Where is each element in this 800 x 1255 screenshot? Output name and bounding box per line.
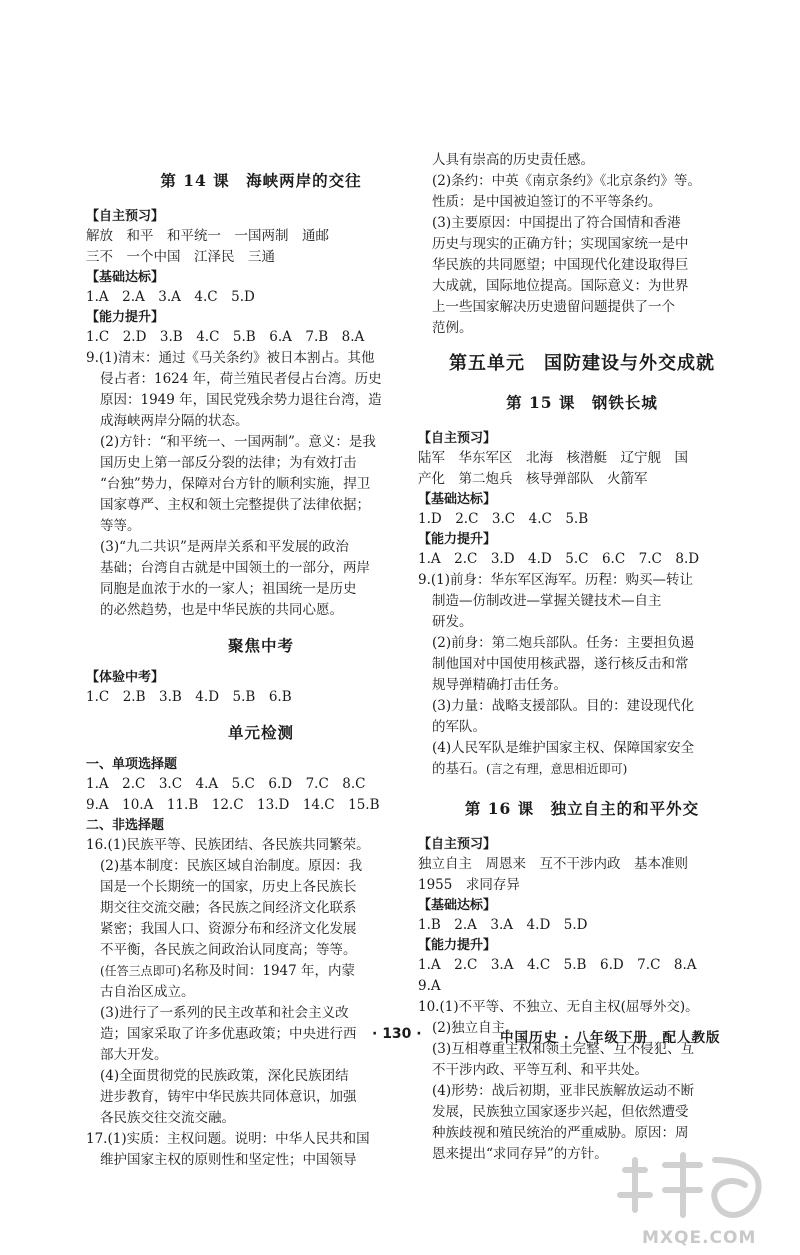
l14-q9-line: 成海峡两岸分隔的状态。 <box>100 413 249 429</box>
continued-line: 历史与现实的正确方针；实现国家统一是中 <box>432 236 689 252</box>
q16-line: 16.(1)民族平等、民族团结、各民族共同繁荣。 <box>86 837 370 853</box>
q16-line: 期交往交流交融；各民族之间经济文化联系 <box>100 900 357 916</box>
l15-basic-answers: 1.D 2.C 3.C 4.C 5.B <box>418 511 589 527</box>
lesson-14-title: 第 14 课 海峡两岸的交往 <box>160 171 362 190</box>
q16-note: (任答三点即可) <box>100 964 182 978</box>
l14-q9-line: 等等。 <box>100 518 141 534</box>
q16-line: 古自治区成立。 <box>100 984 195 1000</box>
l16-ability-answers-2: 9.A <box>418 978 441 994</box>
focus-exam-title: 聚焦中考 <box>227 636 294 655</box>
l16-q10-line: (3)互相尊重主权和领土完整、互不侵犯、互 <box>432 1041 695 1057</box>
l15-ability-answers: 1.A 2.C 3.D 4.D 5.C 6.C 7.C 8.D <box>418 551 700 567</box>
l14-q9-line: 原因：1949 年，国民党残余势力退往台湾，造 <box>100 392 382 408</box>
q16-line <box>86 961 436 982</box>
unit-5-title: 第五单元 国防建设与外交成就 <box>449 353 715 374</box>
book-title: 中国历史 · 八年级下册 配人教版 <box>500 1030 721 1046</box>
l15-q9-line <box>418 759 746 780</box>
l16-q10-line: 不干涉内政、平等互利、和平共处。 <box>432 1062 648 1078</box>
l14-q9-line: (2)方针：“和平统一、一国两制”。意义：是我 <box>100 434 376 450</box>
lesson-15-title: 第 15 课 钢铁长城 <box>506 393 658 412</box>
q16-line: 部大开发。 <box>100 1047 168 1063</box>
q16-line: (4)全面贯彻党的民族政策，深化民族团结 <box>100 1068 349 1084</box>
continued-line: 范例。 <box>432 320 473 336</box>
l14-q9-line: 国家尊严、主权和领土完整提供了法律依据； <box>100 497 370 513</box>
q16-line: (3)进行了一系列的民主改革和社会主义改 <box>100 1005 349 1021</box>
l15-q9-line: (4)人民军队是维护国家主权、保障国家安全 <box>432 740 695 756</box>
l16-q10-line: (2)独立自主。 <box>432 1020 519 1036</box>
single-choice-answers-2: 9.A 10.A 11.B 12.C 13.D 14.C 15.B <box>86 797 380 813</box>
l15-preview-line-2: 产化 第二炮兵 核导弹部队 火箭军 <box>418 471 648 487</box>
l14-q9-line: (3)“九二共识”是两岸关系和平发展的政治 <box>100 539 349 555</box>
l15-q9-line: 9.(1)前身：华东军区海军。历程：购买—转让 <box>418 572 694 588</box>
l16-basic-tag: 【基础达标】 <box>418 898 497 913</box>
q16-line: 进步教育，铸牢中华民族共同体意识，加强 <box>100 1089 357 1105</box>
lesson-16-title: 第 16 课 独立自主的和平外交 <box>464 799 700 818</box>
l14-q9-line: “台独”势力，保障对台方针的顺利实施，捍卫 <box>100 476 371 492</box>
l14-q9-line: 国历史上第一部反分裂的法律；为有效打击 <box>100 455 357 471</box>
l16-preview-line-1: 独立自主 周恩来 互不干涉内政 基本准则 <box>418 856 688 872</box>
q16-line: 国是一个长期统一的国家，历史上各民族长 <box>100 879 357 895</box>
l15-q9-line: 研发。 <box>432 614 473 630</box>
l16-preview-line-2: 1955 求同存异 <box>418 877 520 893</box>
l15-preview-line-1: 陆军 华东军区 北海 核潜艇 辽宁舰 国 <box>418 450 688 466</box>
q17-line: 17.(1)实质：主权问题。说明：中华人民共和国 <box>86 1131 370 1147</box>
l15-preview-tag: 【自主预习】 <box>418 431 497 446</box>
right-column <box>418 150 746 1165</box>
l15-ability-tag: 【能力提升】 <box>418 532 497 547</box>
l14-q9-line: 基础；台湾自古就是中国领土的一部分，两岸 <box>100 560 370 576</box>
l14-ability-tag: 【能力提升】 <box>86 310 165 325</box>
l14-ability-answers: 1.C 2.D 3.B 4.C 5.B 6.A 7.B 8.A <box>86 329 365 345</box>
l15-basic-tag: 【基础达标】 <box>418 492 497 507</box>
l16-q10-line: (4)形势：战后初期，亚非民族解放运动不断 <box>432 1083 695 1099</box>
l14-basic-answers: 1.A 2.A 3.A 4.C 5.D <box>86 289 255 305</box>
q16-line: 紧密；我国人口、资源分布和经济文化发展 <box>100 921 357 937</box>
page-number: · 130 · <box>372 1026 422 1042</box>
continued-line: 人具有崇高的历史责任感。 <box>432 152 594 168</box>
l16-q10-line: 10.(1)不平等、不独立、无自主权(屈辱外交)。 <box>418 999 699 1015</box>
l14-q9-line: 的必然趋势，也是中华民族的共同心愿。 <box>100 602 343 618</box>
l16-q10-line: 恩来提出“求同存异”的方针。 <box>432 1146 608 1162</box>
l15-q9-note: (言之有理，意思相近即可) <box>486 762 628 776</box>
continued-line: 华民族的共同愿望；中国现代化建设取得巨 <box>432 257 689 273</box>
continued-line: (2)条约：中英《南京条约》《北京条约》等。 <box>432 173 701 189</box>
l14-q9-line: 9.(1)清末：通过《马关条约》被日本割占。其他 <box>86 350 375 366</box>
q16-line: 造；国家采取了许多优惠政策；中央进行西 <box>100 1026 357 1042</box>
l16-basic-answers: 1.B 2.A 3.A 4.D 5.D <box>418 917 588 933</box>
q17-line: 维护国家主权的原则性和坚定性；中国领导 <box>100 1152 357 1168</box>
l15-q9-line: (3)力量：战略支援部队。目的：建设现代化 <box>432 698 695 714</box>
single-choice-answers-1: 1.A 2.C 3.C 4.A 5.C 6.D 7.C 8.C <box>86 776 366 792</box>
non-choice-tag: 二、非选择题 <box>86 818 165 833</box>
l15-q9-line: (2)前身：第二炮兵部队。任务：主要担负遏 <box>432 635 695 651</box>
left-column <box>86 150 436 1171</box>
q16-line: 各民族交往交流交融。 <box>100 1110 235 1126</box>
l15-q9-text: 的基石。 <box>432 761 486 777</box>
continued-line: 性质：是中国被迫签订的不平等条约。 <box>432 194 662 210</box>
unit-test-title: 单元检测 <box>227 723 294 742</box>
l14-q9-line: 同胞是血浓于水的一家人；祖国统一是历史 <box>100 581 357 597</box>
l16-preview-tag: 【自主预习】 <box>418 837 497 852</box>
page-footer <box>0 1026 800 1050</box>
l14-preview-line-2: 三不 一个中国 江泽民 三通 <box>86 249 275 265</box>
focus-exam-answers: 1.C 2.B 3.B 4.D 5.B 6.B <box>86 689 292 705</box>
focus-exam-tag: 【体验中考】 <box>86 670 165 685</box>
l14-preview-line-1: 解放 和平 和平统一 一国两制 通邮 <box>86 228 329 244</box>
l16-ability-tag: 【能力提升】 <box>418 938 497 953</box>
l15-q9-line: 制他国对中国使用核武器，遂行核反击和常 <box>432 656 689 672</box>
l15-q9-line: 的军队。 <box>432 719 486 735</box>
watermark-text: MXQE.COM <box>642 1228 757 1248</box>
continued-line: 大成就，国际地位提高。国际意义：为世界 <box>432 278 689 294</box>
q16-line: 不平衡，各民族之间政治认同度高；等等。 <box>100 942 357 958</box>
q16-text: 名称及时间：1947 年，内蒙 <box>181 963 356 979</box>
l16-ability-answers-1: 1.A 2.C 3.A 4.C 5.B 6.D 7.C 8.A <box>418 957 697 973</box>
continued-line: (3)主要原因：中国提出了符合国情和香港 <box>432 215 681 231</box>
q16-line: (2)基本制度：民族区域自治制度。原因：我 <box>100 858 363 874</box>
l16-q10-line: 发展，民族独立国家逐步兴起，但依然遭受 <box>432 1104 689 1120</box>
l15-q9-line: 规导弹精确打击任务。 <box>432 677 567 693</box>
l14-q9-line: 侵占者：1624 年，荷兰殖民者侵占台湾。历史 <box>100 371 382 387</box>
l14-basic-tag: 【基础达标】 <box>86 270 165 285</box>
continued-line: 上一些国家解决历史遗留问题提供了一个 <box>432 299 675 315</box>
l15-q9-line: 制造—仿制改进—掌握关键技术—自主 <box>432 593 662 609</box>
single-choice-tag: 一、单项选择题 <box>86 757 178 772</box>
l16-q10-line: 种族歧视和殖民统治的严重威胁。原因：周 <box>432 1125 689 1141</box>
l14-preview-tag: 【自主预习】 <box>86 209 165 224</box>
